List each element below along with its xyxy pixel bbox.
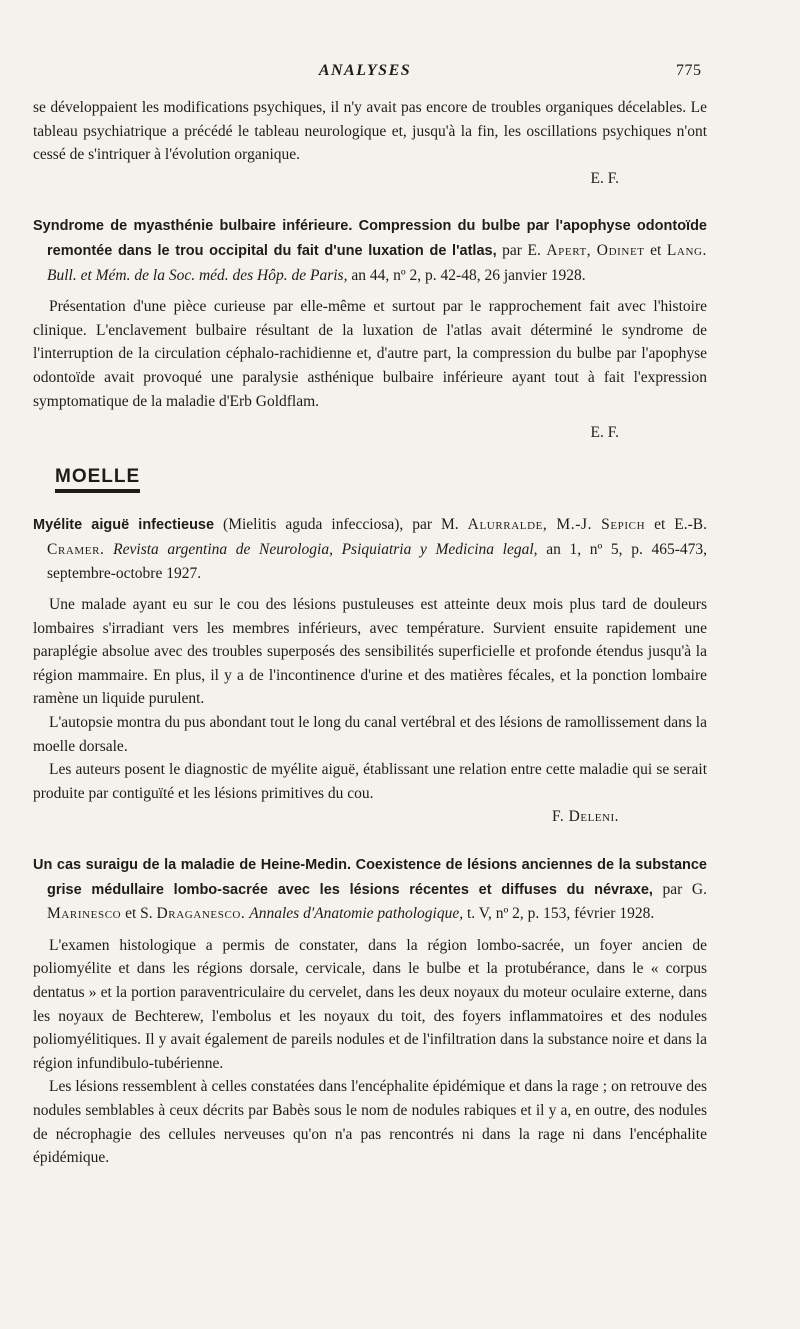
article-2-author-2-prefix: M.-J.	[556, 516, 593, 534]
article-1-author-2: Odinet	[596, 241, 645, 259]
article-2-author-3: Cramer.	[47, 540, 105, 558]
article-2-title-text: Myélite aiguë infectieuse	[33, 517, 215, 534]
article-2-paragraph-1: Une malade ayant eu sur le cou des lésions pustuleuses est atteinte deux mois plus tard de douleurs lombaires s'irradiant vers les membres inférieurs, avec température. Survient ensuite rapidement une paraplégie absolue avec des troubles superposés des sensibilités superficielle et profonde étendus jusqu'à la région mammaire. En plus, il y a de l'incontinence d'urine et des matières fécales, et la ponction lombaire ramène un liquide purulent.	[33, 596, 707, 708]
article-2-title	[33, 513, 707, 585]
page-content	[33, 96, 707, 1170]
article-1-author-1: Apert,	[546, 241, 592, 259]
article-2-author-2: Sepich	[601, 516, 646, 534]
article-3-citation: t. V, nº 2, p. 153, février 1928.	[467, 905, 655, 923]
running-title: ANALYSES	[318, 62, 412, 79]
article-3-author-1: Marinesco	[47, 905, 122, 923]
article-2-title-rest: (Mielitis aguda infecciosa), par M.	[223, 516, 459, 534]
article-2-signature: F. Deleni.	[552, 808, 619, 826]
article-3-title	[33, 853, 707, 926]
article-3-et: et S.	[125, 905, 153, 923]
article-1-title-text: Syndrome de myasthénie bulbaire inférieure. Compression du bulbe par l'apophyse odontoïde remontée dans le trou occipital du fait d'une luxation de l'atlas,	[33, 218, 707, 259]
article-1-par: par E.	[502, 241, 541, 259]
article-1-body: Présentation d'une pièce curieuse par elle-même et surtout par le rapprochement fait avec l'histoire clinique. L'enclavement bulbaire résultant de la luxation de l'atlas avait déterminé le syndrome de l'interruption de la circulation céphalo-rachidienne et, d'autre part, la compression du bulbe par l'apophyse odontoïde avait provoqué une paralysie asthénique bulbaire inférieure ayant tout à fait l'expression symptomatique de la maladie d'Erb Goldflam.	[33, 298, 707, 410]
section-heading: MOELLE	[55, 465, 140, 494]
article-2-author-1: Alurralde,	[467, 516, 548, 534]
article-3-paragraph-2: Les lésions ressemblent à celles constatées dans l'encéphalite épidémique et dans la rage ; on retrouve des nodules semblables à ceux décrits par Babès sous le nom de nodules rabiques et il y a, en outre, des nodules de nécrophagie des cellules nerveuses qu'on n'a pas rencontrés ni dans la rage ni dans l'encéphalite épidémique.	[33, 1078, 707, 1167]
article-3-author-2: Draganesco.	[156, 905, 246, 923]
article-2-paragraph-3: Les auteurs posent le diagnostic de myélite aiguë, établissant une relation entre cette maladie qui se serait produite par contiguïté et les lésions primitives du cou.	[33, 761, 707, 802]
article-1-author-3: Lang.	[666, 241, 708, 259]
article-3-paragraph-1: L'examen histologique a permis de constater, dans la région lombo-sacrée, un foyer ancien de poliomyélite et dans les régions dorsale, cervicale, dans le bulbe et la protubérance, dans le « corpus dentatus » et la portion paraventriculaire du cervelet, dans les deux noyaux du moteur oculaire externe, dans les noyaux de Bechterew, l'embolus et les noyaux du toit, des foyers inflammatoires et des nodules poliomyélitiques. Il y avait également de pareils nodules et de l'infiltration dans la substance noire et dans la région infundibulo-tubérienne.	[33, 936, 707, 1072]
article-2-et: et E.-B.	[654, 516, 707, 534]
article-1-citation: an 44, nº 2, p. 42-48, 26 janvier 1928.	[351, 266, 586, 284]
page-number: 775	[676, 62, 702, 79]
article-2-journal: Revista argentina de Neurologia, Psiquiatria y Medicina legal,	[113, 540, 538, 558]
article-2-citation: an 1, nº 5, p. 465-473, septembre-octobre 1927.	[47, 540, 707, 582]
continued-paragraph: se développaient les modifications psychiques, il n'y avait pas encore de troubles organiques décelables. Le tableau psychiatrique a précédé le tableau neurologique et, jusqu'à la fin, les oscillations psychiques n'ont cessé de s'intriquer à l'évolution organique.	[33, 99, 707, 164]
article-1-title	[33, 214, 707, 287]
article-3-title-text: Un cas suraigu de la maladie de Heine-Medin. Coexistence de lésions anciennes de la substance grise médullaire lombo-sacrée avec les lésions récentes et diffuses du névraxe,	[33, 857, 707, 898]
continued-signature: E. F.	[590, 169, 619, 187]
article-2-paragraph-2: L'autopsie montra du pus abondant tout le long du canal vertébral et des lésions de ramollissement dans la moelle dorsale.	[33, 714, 707, 755]
article-3-par: par G.	[662, 880, 707, 898]
article-1-journal: Bull. et Mém. de la Soc. méd. des Hôp. de Paris,	[47, 266, 348, 284]
article-1-et: et	[650, 241, 662, 259]
article-1-signature: E. F.	[590, 424, 619, 442]
article-3-journal: Annales d'Anatomie pathologique,	[249, 905, 464, 923]
page-header	[0, 62, 800, 86]
